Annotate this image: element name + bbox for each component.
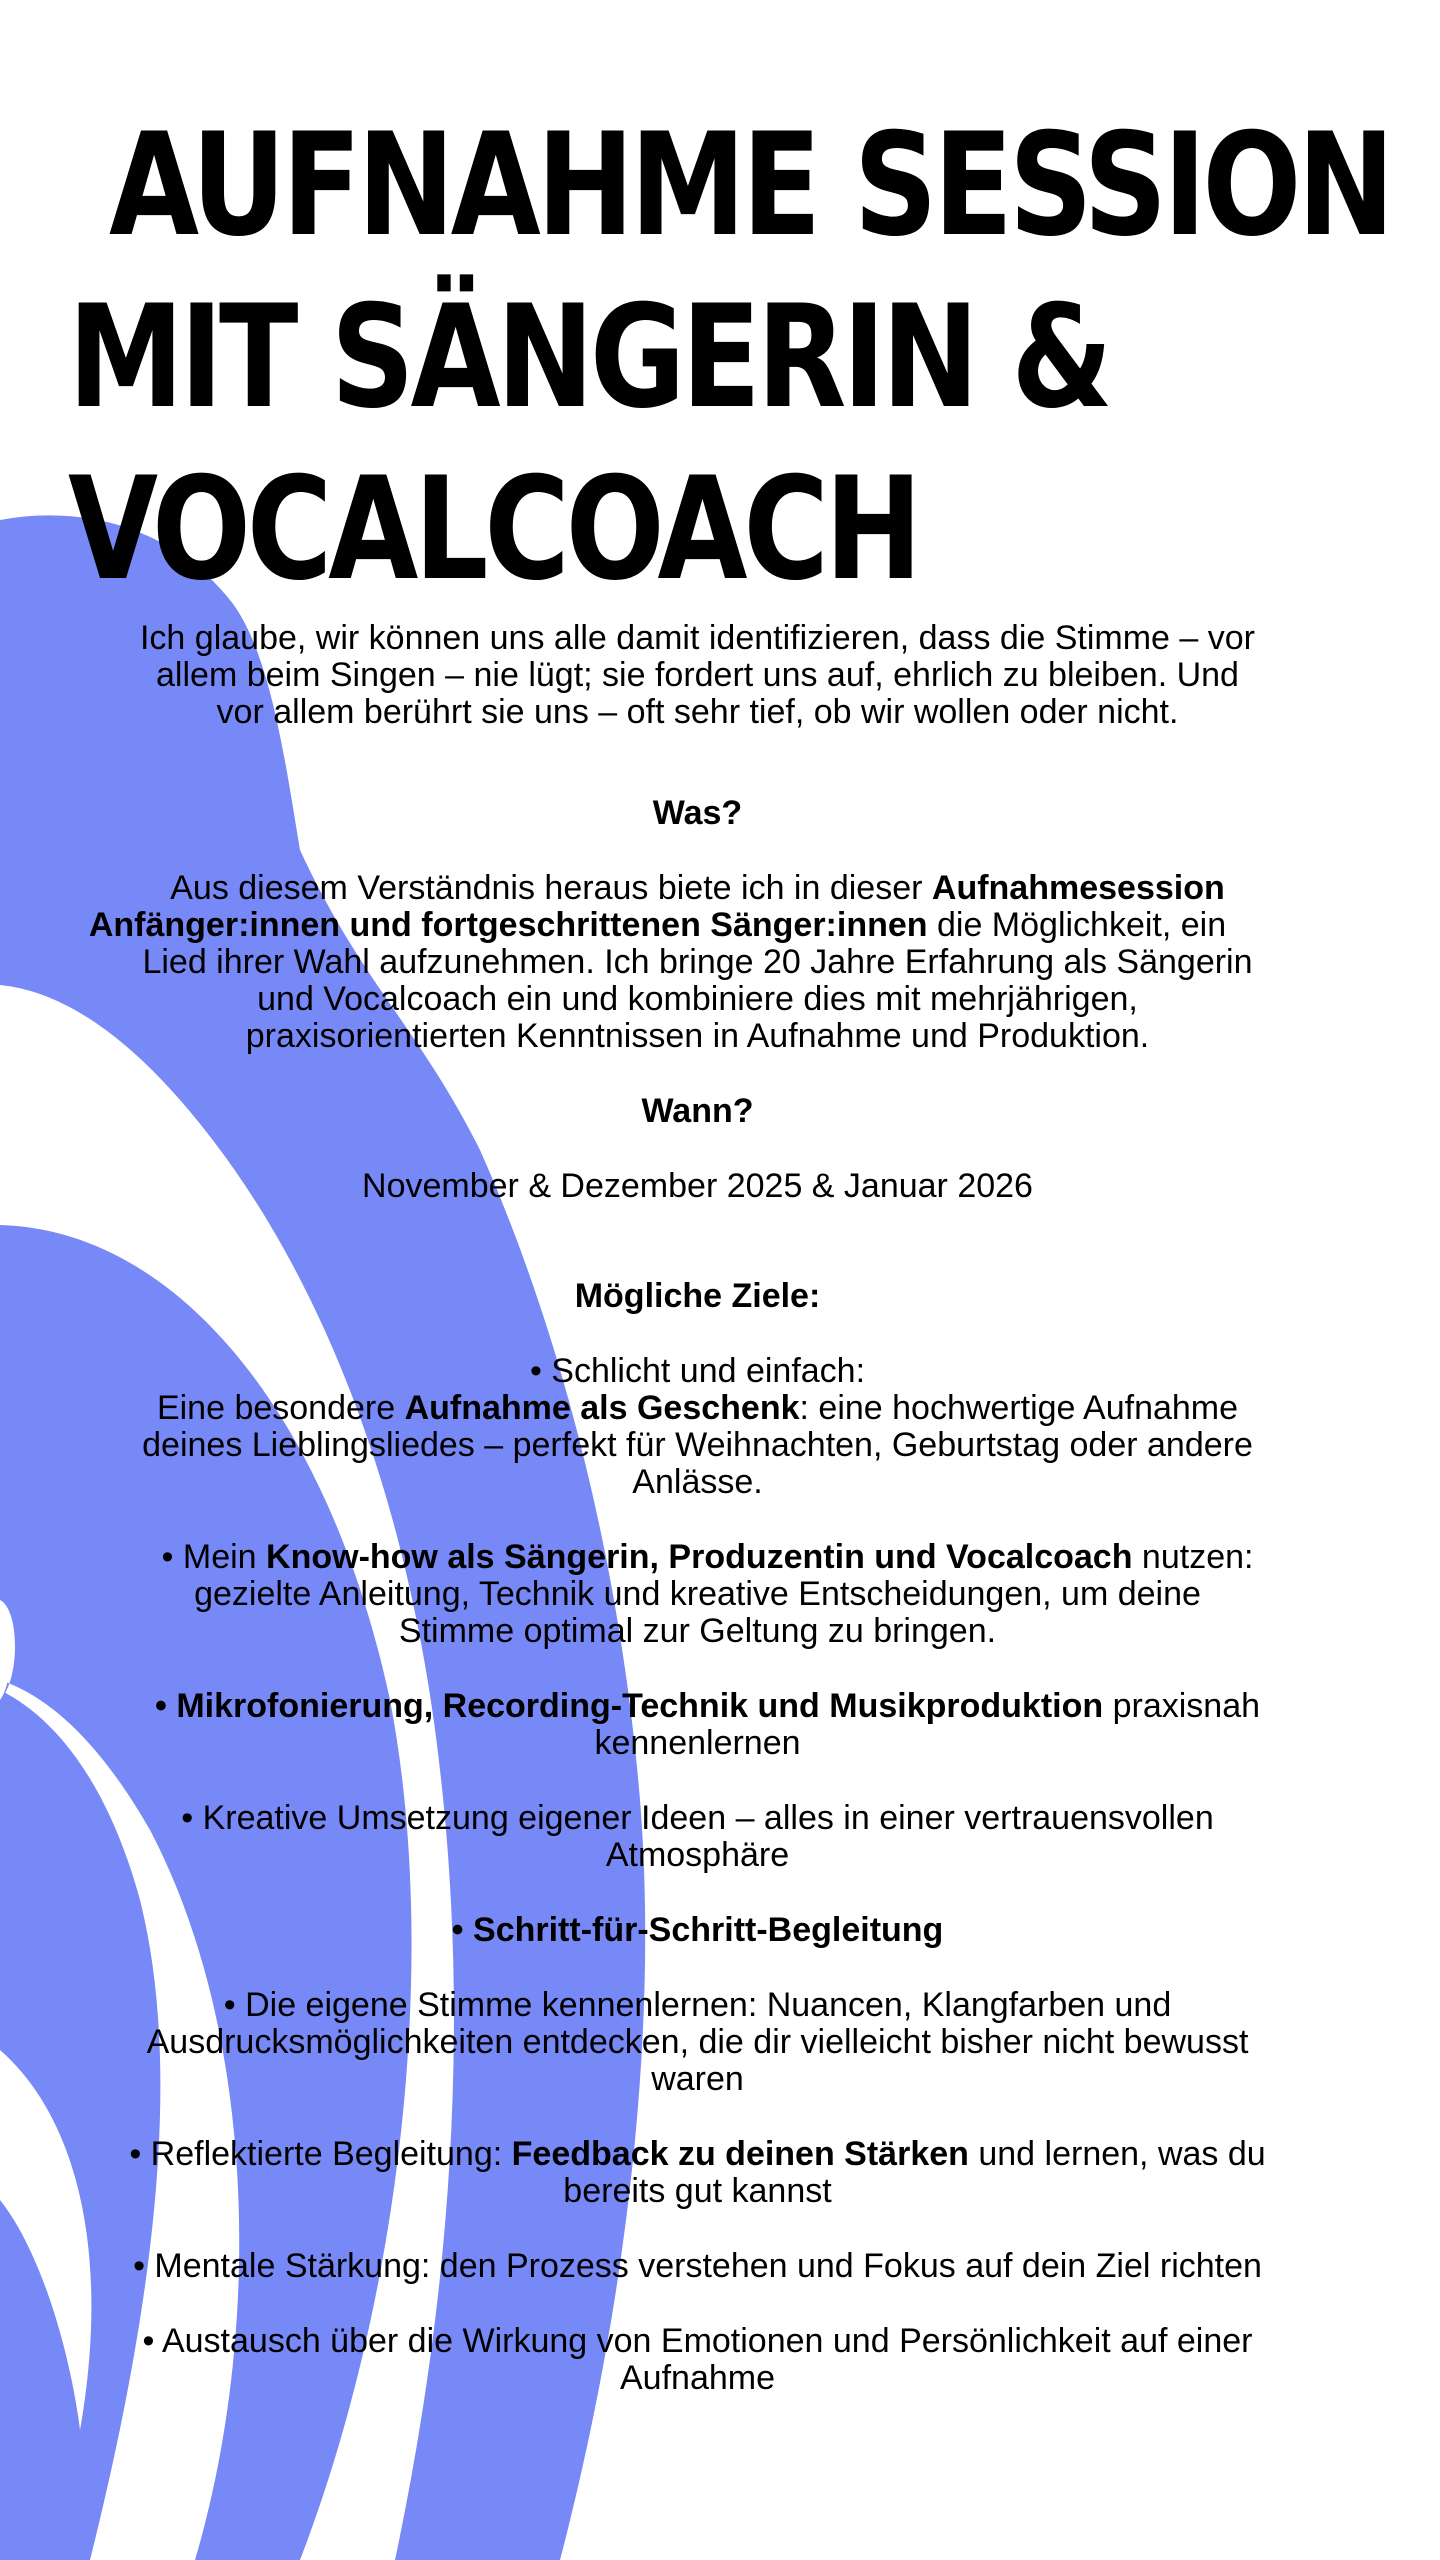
goal-recording-line-1-bold: • Mikrofonierung, Recording-Technik und Musikproduktion	[154, 1687, 1104, 1725]
title-line-2: MIT SÄNGERIN &	[68, 275, 1109, 440]
goal-gift-line-1: • Schlicht und einfach:	[529, 1352, 866, 1390]
goal-creative-line-2: Atmosphäre	[605, 1836, 790, 1874]
what-line-1-text: Aus diesem Verständnis heraus biete ich in dieser	[170, 869, 932, 907]
goal-feedback-line-2: bereits gut kannst	[563, 2172, 832, 2210]
page-title	[68, 100, 1391, 616]
goal-item-creative	[0, 1800, 1395, 1874]
goals-heading: Mögliche Ziele:	[574, 1277, 821, 1315]
goal-mental-text: • Mentale Stärkung: den Prozess verstehen und Fokus auf dein Ziel richten	[133, 2247, 1262, 2285]
what-line-2	[0, 907, 1355, 944]
goal-gift-line-3: deines Lieblingsliedes – perfekt für Weihnachten, Geburtstag oder andere	[142, 1426, 1253, 1464]
what-line-1-bold: Aufnahmesession	[931, 869, 1225, 907]
when-text: November & Dezember 2025 & Januar 2026	[362, 1167, 1033, 1205]
goal-knowhow-line-1-bold: Know-how als Sängerin, Produzentin und Vocalcoach	[266, 1538, 1133, 1576]
content-body	[0, 620, 1395, 2435]
what-line-2-bold: Anfänger:innen und fortgeschrittenen Sänger:innen	[88, 906, 928, 944]
what-line-5: praxisorientierten Kenntnissen in Aufnahme und Produktion.	[245, 1017, 1150, 1055]
goal-creative-line-1: • Kreative Umsetzung eigener Ideen – alles in einer vertrauensvollen	[181, 1799, 1214, 1837]
intro-line-3: vor allem berührt sie uns – oft sehr tief, ob wir wollen oder nicht.	[216, 693, 1179, 731]
what-line-4: und Vocalcoach ein und kombiniere dies mit mehrjährigen,	[257, 980, 1138, 1018]
goal-recording-line-1-rest: praxisnah	[1103, 1687, 1261, 1725]
goal-item-feedback	[0, 2136, 1395, 2210]
goal-gift-line-2-text: Eine besondere	[156, 1389, 405, 1427]
what-paragraph	[0, 870, 1395, 1055]
title-line-1: AUFNAHME SESSION	[109, 103, 1391, 268]
goal-voice-line-2: Ausdrucksmöglichkeiten entdecken, die dir vielleicht bisher nicht bewusst	[146, 2023, 1249, 2061]
goal-gift-line-2-bold: Aufnahme als Geschenk	[404, 1389, 800, 1427]
what-heading: Was?	[652, 794, 743, 832]
goal-gift-line-2-rest: : eine hochwertige Aufnahme	[799, 1389, 1239, 1427]
goal-item-gift	[0, 1353, 1395, 1501]
goal-stepwise-text: • Schritt-für-Schritt-Begleitung	[451, 1911, 944, 1949]
what-line-3: Lied ihrer Wahl aufzunehmen. Ich bringe 20 Jahre Erfahrung als Sängerin	[142, 943, 1253, 981]
intro-paragraph	[0, 620, 1395, 731]
goal-item-voice	[0, 1987, 1395, 2098]
intro-line-2: allem beim Singen – nie lügt; sie fordert uns auf, ehrlich zu bleiben. Und	[156, 656, 1239, 694]
when-heading: Wann?	[641, 1092, 754, 1130]
what-line-1	[0, 870, 1395, 907]
goal-item-stepwise	[0, 1912, 1395, 1949]
goal-knowhow-line-3: Stimme optimal zur Geltung zu bringen.	[398, 1612, 997, 1650]
goal-item-emotions	[0, 2323, 1395, 2397]
goal-feedback-line-1-rest: und lernen, was du	[968, 2135, 1266, 2173]
goal-knowhow-line-1-rest: nutzen:	[1132, 1538, 1254, 1576]
goal-feedback-line-1-text: • Reflektierte Begleitung:	[129, 2135, 512, 2173]
goal-feedback-line-1	[0, 2136, 1395, 2173]
title-line-3: VOCALCOACH	[68, 447, 919, 612]
goal-feedback-line-1-bold: Feedback zu deinen Stärken	[511, 2135, 969, 2173]
goal-knowhow-line-2: gezielte Anleitung, Technik und kreative Entscheidungen, um deine	[194, 1575, 1201, 1613]
goal-knowhow-line-1	[10, 1539, 1405, 1576]
goal-gift-line-4: Anlässe.	[632, 1463, 763, 1501]
goal-gift-line-2	[0, 1390, 1395, 1427]
goal-recording-line-2: kennenlernen	[594, 1724, 801, 1762]
goal-item-recording	[0, 1688, 1395, 1762]
intro-line-1: Ich glaube, wir können uns alle damit identifizieren, dass die Stimme – vor	[139, 619, 1255, 657]
goal-voice-line-1: • Die eigene Stimme kennenlernen: Nuancen, Klangfarben und	[223, 1986, 1172, 2024]
goal-item-knowhow	[0, 1539, 1395, 1650]
what-line-2-text: die Möglichkeit, ein	[927, 906, 1227, 944]
goal-item-mental	[0, 2248, 1395, 2285]
goal-emotions-line-2: Aufnahme	[620, 2359, 775, 2397]
goal-recording-line-1	[10, 1688, 1405, 1725]
goal-voice-line-3: waren	[651, 2060, 744, 2098]
goal-knowhow-line-1-text: • Mein	[161, 1538, 267, 1576]
goal-emotions-line-1: • Austausch über die Wirkung von Emotionen und Persönlichkeit auf einer	[142, 2322, 1253, 2360]
